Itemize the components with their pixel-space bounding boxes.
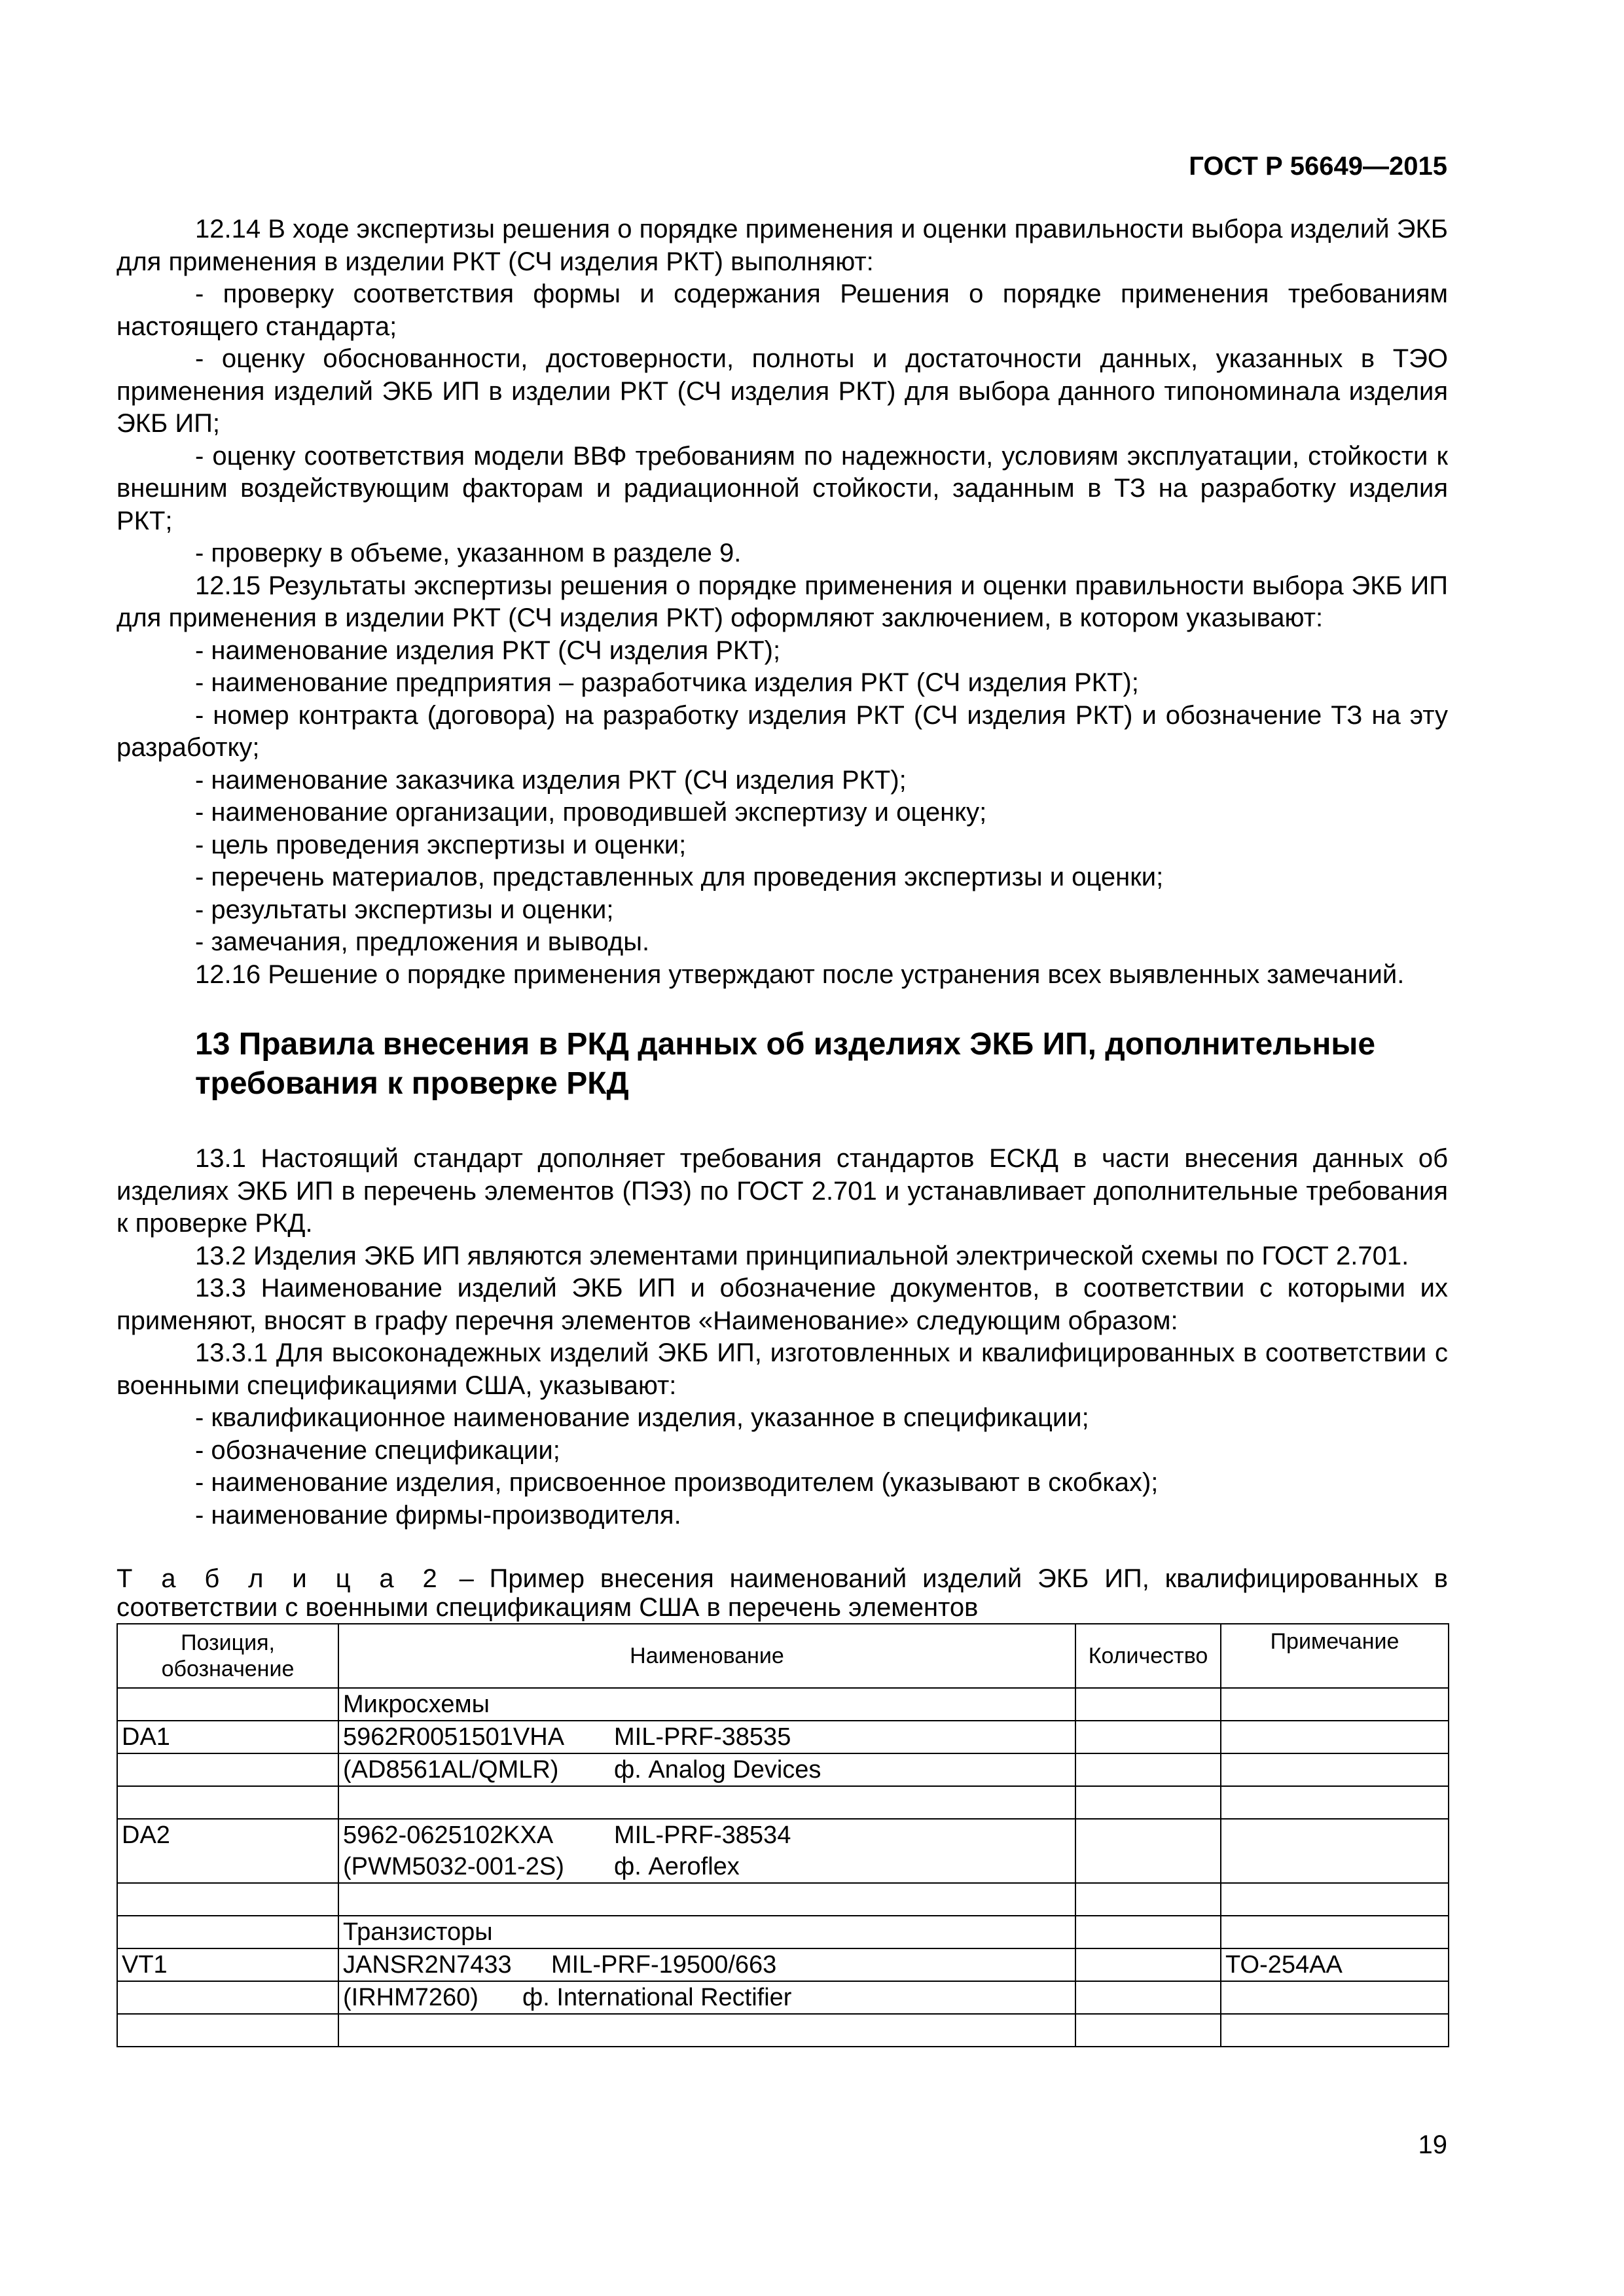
cell-position [117,2014,338,2047]
list-item: - наименование предприятия – разработчика изделия РКТ (СЧ изделия РКТ); [195,668,1139,697]
table-row [117,1948,1449,1981]
name-secondary: ф. Aeroflex [614,1853,740,1880]
page-content [117,213,1448,2047]
cell-quantity [1075,1916,1221,1948]
section-13-heading: 13 Правила внесения в РКД данных об изделиях ЭКБ ИП, дополнительные требования к проверке РКД [195,1027,1376,1101]
paragraph-13-3: 13.3 Наименование изделий ЭКБ ИП и обозначение документов, в соответствии с которыми их применяют, вносят в графу перечня элементов «Наименование» следующим образом: [117,1274,1448,1335]
table-row [117,1981,1449,2014]
name-primary: (AD8561AL/QMLR) [343,1756,559,1784]
cell-name [338,1721,1075,1753]
cell-position [117,1883,338,1916]
table-row [117,1721,1449,1753]
table-2-caption [117,1564,1448,1622]
name-secondary: ф. Analog Devices [614,1756,821,1784]
cell-quantity [1075,1753,1221,1786]
cell-position [117,1753,338,1786]
cell-name [338,1883,1075,1916]
cell-note [1221,1721,1449,1753]
cell-quantity [1075,2014,1221,2047]
list-item: - результаты экспертизы и оценки; [195,895,614,924]
header-note: Примечание [1221,1624,1449,1688]
cell-note [1221,1753,1449,1786]
cell-note [1221,1819,1449,1883]
paragraph-13-2: 13.2 Изделия ЭКБ ИП являются элементами принципиальной электрической схемы по ГОСТ 2.701. [195,1241,1409,1270]
paragraph-12-15: 12.15 Результаты экспертизы решения о порядке применения и оценки правильности выбора ЭКБ ИП для применения в изделии РКТ (СЧ изделия РКТ) оформляют заключением, в котором указывают: [117,571,1448,632]
page-number: 19 [1418,2130,1447,2159]
list-item: - оценку соответствия модели ВВФ требованиям по надежности, условиям эксплуатации, стойкости к внешним воздействующим факторам и радиационной стойкости, заданным в ТЗ на разработку изделия РКТ; [117,441,1448,535]
name-secondary: MIL-PRF-38535 [614,1723,791,1751]
list-item: - обозначение спецификации; [195,1435,560,1465]
cell-quantity [1075,1819,1221,1883]
table-row [117,1883,1449,1916]
name-primary: (IRHM7260) [343,1984,478,2011]
cell-position [117,1916,338,1948]
cell-position: VT1 [117,1948,338,1981]
name-primary: Транзисторы [343,1918,493,1946]
table-row [117,1688,1449,1721]
cell-note [1221,1688,1449,1721]
list-item: - замечания, предложения и выводы. [195,927,650,956]
name-secondary: MIL-PRF-38534 [614,1821,791,1849]
list-item: - номер контракта (договора) на разработку изделия РКТ (СЧ изделия РКТ) и обозначение ТЗ на эту разработку; [117,700,1448,762]
cell-position [117,1981,338,2014]
header-quantity: Количество [1075,1624,1221,1688]
cell-name [338,1948,1075,1981]
cell-name [338,2014,1075,2047]
paragraph-12-16: 12.16 Решение о порядке применения утверждают после устранения всех выявленных замечаний. [195,960,1405,989]
cell-name [338,1916,1075,1948]
cell-name [338,1786,1075,1819]
list-item: - оценку обоснованности, достоверности, полноты и достаточности данных, указанных в ТЭО применения изделий ЭКБ ИП в изделии РКТ (СЧ изделия РКТ) для выбора данного типономинала изделия ЭКБ ИП; [117,344,1448,438]
name-primary: 5962R0051501VHA [343,1723,565,1751]
table-caption-text: – Пример внесения наименований изделий ЭКБ ИП, квалифицированных в соответствии с военными спецификациям США в перечень элементов [117,1564,1448,1622]
paragraph-13-1: 13.1 Настоящий стандарт дополняет требования стандартов ЕСКД в части внесения данных об изделиях ЭКБ ИП в перечень элементов (ПЭ3) по ГОСТ 2.701 и устанавливает дополнительные требования к проверке РКД. [117,1144,1448,1238]
cell-quantity [1075,1786,1221,1819]
paragraph-12-14: 12.14 В ходе экспертизы решения о порядке применения и оценки правильности выбора изделий ЭКБ для применения в изделии РКТ (СЧ изделия РКТ) выполняют: [117,215,1448,276]
table-header-row [117,1624,1449,1688]
list-item: - перечень материалов, представленных для проведения экспертизы и оценки; [195,863,1164,891]
cell-position [117,1688,338,1721]
cell-quantity [1075,1948,1221,1981]
name-primary: 5962-0625102KXA [343,1821,554,1849]
list-item: - квалификационное наименование изделия, указанное в спецификации; [195,1403,1089,1432]
cell-note [1221,1786,1449,1819]
cell-quantity [1075,1981,1221,2014]
name-primary: (PWM5032-001-2S) [343,1853,564,1880]
cell-name [338,1819,1075,1883]
cell-note [1221,1883,1449,1916]
table-row [117,1753,1449,1786]
name-secondary: MIL-PRF-19500/663 [551,1951,777,1979]
table-2 [117,1623,1449,2047]
cell-quantity [1075,1688,1221,1721]
name-primary: Микросхемы [343,1691,490,1718]
cell-position [117,1786,338,1819]
table-row [117,2014,1449,2047]
list-item: - проверку соответствия формы и содержания Решения о порядке применения требованиям настоящего стандарта; [117,279,1448,341]
cell-note [1221,1981,1449,2014]
cell-name [338,1688,1075,1721]
name-secondary: ф. International Rectifier [522,1984,792,2011]
cell-quantity [1075,1721,1221,1753]
name-primary: JANSR2N7433 [343,1951,512,1979]
table-row [117,1916,1449,1948]
header-position: Позиция, обозначение [117,1624,338,1688]
cell-position: DA1 [117,1721,338,1753]
cell-note [1221,1916,1449,1948]
cell-name [338,1981,1075,2014]
list-item: - проверку в объеме, указанном в разделе 9. [195,539,742,567]
paragraph-13-3-1: 13.3.1 Для высоконадежных изделий ЭКБ ИП, изготовленных и квалифицированных в соответствии с военными спецификациями США, указывают: [117,1338,1448,1400]
list-item: - наименование изделия, присвоенное производителем (указывают в скобках); [195,1468,1159,1497]
header-name: Наименование [338,1624,1075,1688]
table-caption-label: Т а б л и ц а 2 [117,1564,444,1593]
cell-note [1221,2014,1449,2047]
list-item: - наименование организации, проводившей экспертизу и оценку; [195,798,987,827]
list-item: - наименование фирмы-производителя. [195,1500,681,1530]
cell-quantity [1075,1883,1221,1916]
list-item: - цель проведения экспертизы и оценки; [195,830,687,859]
table-row [117,1819,1449,1883]
cell-position: DA2 [117,1819,338,1883]
cell-name [338,1753,1075,1786]
list-item: - наименование изделия РКТ (СЧ изделия РКТ); [195,636,781,665]
table-row [117,1786,1449,1819]
document-id-header: ГОСТ Р 56649—2015 [1189,152,1447,181]
cell-note: TO-254AA [1221,1948,1449,1981]
list-item: - наименование заказчика изделия РКТ (СЧ изделия РКТ); [195,765,907,795]
